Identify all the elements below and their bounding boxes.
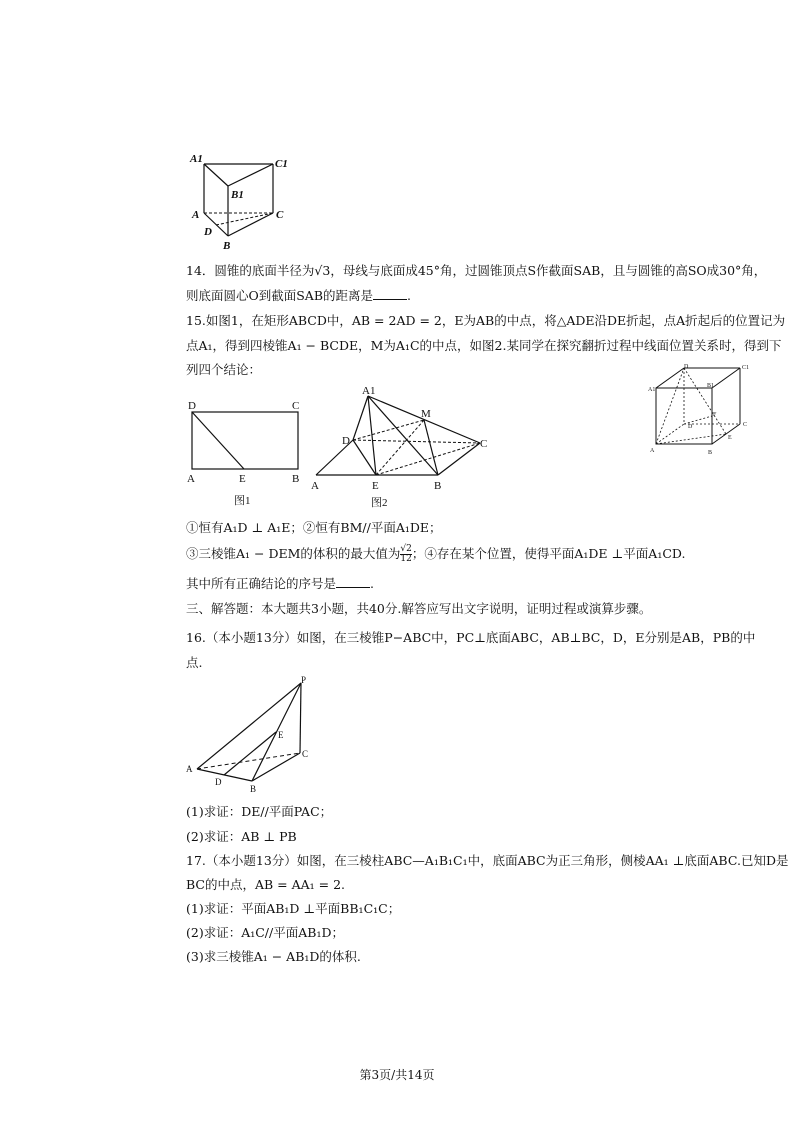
fig1-caption: 图1: [234, 495, 251, 507]
prism-label: B: [223, 240, 231, 252]
prism-label: D: [204, 226, 212, 238]
tetra-label: C: [302, 749, 309, 759]
cube-label: C1: [742, 365, 750, 371]
fig2-caption: 图2: [371, 497, 388, 509]
cube-label: B: [708, 450, 713, 456]
q15-line1: 15.如图1，在矩形ABCD中，AB = 2AD = 2，E为AB的中点，将△ADE沿DE折起，点A折起后的位置记为: [186, 313, 786, 328]
figure-prism: [186, 150, 296, 255]
page-footer: 第3页/共14页: [359, 1068, 435, 1082]
fig1-label: E: [239, 473, 246, 485]
cube-label: E: [728, 435, 732, 441]
q16-line2: 点.: [186, 655, 203, 670]
fig1-label: C: [292, 400, 300, 412]
fig2-label: D: [342, 435, 350, 447]
q17-line1: 17.（本小题13分）如图，在三棱柱ABC—A₁B₁C₁中，底面ABC为正三角形，侧棱AA₁ ⊥底面ABC.已知D是: [186, 853, 789, 868]
cube-label: A1: [648, 387, 656, 393]
cube-label: D: [688, 424, 693, 430]
q15-line2: 点A₁，得到四棱锥A₁ − BCDE，M为A₁C的中点，如图2.某同学在探究翻折过程中线面位置关系时，得到下: [186, 338, 782, 353]
q14-line2-end: .: [407, 288, 412, 303]
q17-sub2: (2)求证：A₁C//平面AB₁D；: [186, 925, 344, 940]
tetra-label: D: [215, 777, 222, 787]
answer-blank: [373, 288, 407, 300]
fig2-label: M: [421, 408, 431, 420]
section-3-heading: 三、解答题：本大题共3小题，共40分.解答应写出文字说明，证明过程或演算步骤。: [186, 601, 652, 616]
q14-line1: 14．圆锥的底面半径为√3，母线与底面成45°角，过圆锥顶点S作截面SAB，且与圆锥的高SO成30°角，: [186, 263, 767, 278]
fig2-label: E: [372, 480, 379, 492]
fig1-label: A: [187, 473, 195, 485]
prism-label: A: [192, 209, 200, 221]
cube-label: D: [684, 364, 689, 370]
prism-label: B1: [231, 189, 244, 201]
cube-label: C: [743, 422, 748, 428]
figure-tetrahedron: [180, 675, 320, 797]
fig2-label: A1: [362, 385, 376, 397]
fraction-numerator: √2: [400, 544, 412, 554]
q16-sub2: (2)求证：AB ⊥ PB: [186, 829, 297, 844]
q17-sub3: (3)求三棱锥A₁ − AB₁D的体积.: [186, 949, 361, 964]
tetra-label: B: [250, 784, 257, 794]
q15-conclusion-2: [186, 545, 685, 564]
q15-conclusion-1: ①恒有A₁D ⊥ A₁E；②恒有BM//平面A₁DE；: [186, 520, 442, 535]
q15-conclusion-2a: ③三棱锥A₁ − DEM的体积的最大值为: [186, 546, 401, 561]
fig1-label: D: [188, 400, 196, 412]
prism-label: A1: [190, 153, 203, 165]
prism-diagram: [186, 150, 296, 255]
q17-sub1: (1)求证：平面AB₁D ⊥平面BB₁C₁C；: [186, 901, 401, 916]
figure-1-rectangle: [184, 396, 304, 511]
prism-label: C: [276, 209, 284, 221]
cube-label: B1: [707, 383, 715, 389]
fig2-label: A: [311, 480, 319, 492]
figure-cube: [648, 362, 758, 458]
cube-diagram: [648, 362, 758, 458]
tetra-label: P: [301, 675, 307, 685]
prism-label: C1: [275, 158, 288, 170]
q14-line2: [186, 287, 411, 305]
tetra-label: A: [186, 764, 193, 774]
fraction-denominator: 12: [400, 554, 412, 564]
tetra-label: E: [278, 730, 284, 740]
fig1-label: B: [292, 473, 300, 485]
answer-blank: [336, 576, 370, 588]
q17-line2: BC的中点，AB = AA₁ = 2.: [186, 877, 346, 892]
fig2-label: B: [434, 480, 442, 492]
q15-ask-text: 其中所有正确结论的序号是: [186, 576, 337, 591]
cube-label: F: [713, 412, 717, 418]
rectangle-diagram: [184, 396, 304, 511]
q15-conclusion-2b: ；④存在某个位置，使得平面A₁DE ⊥平面A₁CD.: [411, 546, 686, 561]
figure-2-pyramid: [308, 384, 498, 512]
fig2-label: C: [480, 438, 488, 450]
pyramid-diagram: [308, 384, 498, 512]
cube-label: A: [650, 448, 655, 454]
q16-line1: 16.（本小题13分）如图，在三棱锥P−ABC中，PC⊥底面ABC，AB⊥BC，D，E分别是AB，PB的中: [186, 630, 756, 645]
q16-sub1: (1)求证：DE//平面PAC；: [186, 804, 333, 819]
q15-line3: 列四个结论：: [186, 362, 262, 377]
tetrahedron-diagram: [180, 675, 320, 797]
q14-line2-text: 则底面圆心O到截面SAB的距离是: [186, 288, 374, 303]
fraction: [400, 545, 411, 564]
q15-ask-end: .: [370, 576, 374, 591]
q15-ask: [186, 575, 374, 593]
